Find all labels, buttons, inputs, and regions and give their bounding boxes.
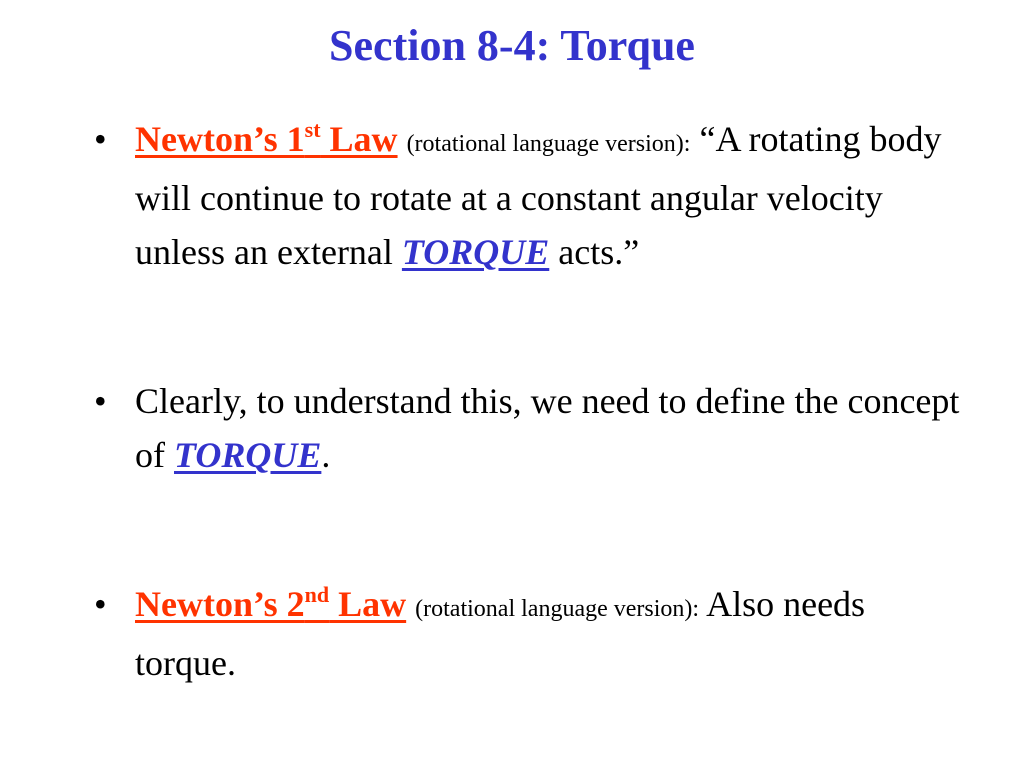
torque-emphasis: TORQUE [401, 232, 550, 272]
bullet-ending: acts.” [558, 232, 640, 272]
law-qualifier: (rotational language version): [415, 596, 700, 622]
bullet-text: rotating body will continue to rotate at a constant angular velocity unless an external [135, 119, 942, 272]
law-heading-end: Law [320, 119, 398, 159]
bullet-item-define-torque [94, 374, 974, 482]
bullet-text: Also needs torque. [135, 584, 866, 683]
law-heading-end: Law [329, 584, 407, 624]
law-heading [135, 119, 398, 159]
law-heading-superscript: st [304, 117, 321, 142]
bullet-item-newton-first-law [94, 112, 974, 279]
slide-title: Section 8-4: Torque [329, 21, 695, 70]
law-qualifier: (rotational language version): [406, 131, 691, 157]
bullet-text: Clearly, to understand this, we need to define the concept of [135, 381, 960, 475]
quote-open: “A [699, 119, 740, 159]
bullet-ending: . [321, 435, 331, 475]
law-heading-superscript: nd [304, 582, 330, 607]
bullet-marker: • [94, 584, 107, 624]
bullet-item-newton-second-law [94, 577, 974, 690]
bullet-marker: • [94, 381, 107, 421]
bullet-list [94, 112, 974, 690]
law-heading [135, 584, 406, 624]
law-heading-main: Newton’s 1 [135, 119, 305, 159]
torque-emphasis: TORQUE [174, 435, 322, 475]
bullet-marker: • [94, 119, 107, 159]
law-heading-main: Newton’s 2 [135, 584, 305, 624]
